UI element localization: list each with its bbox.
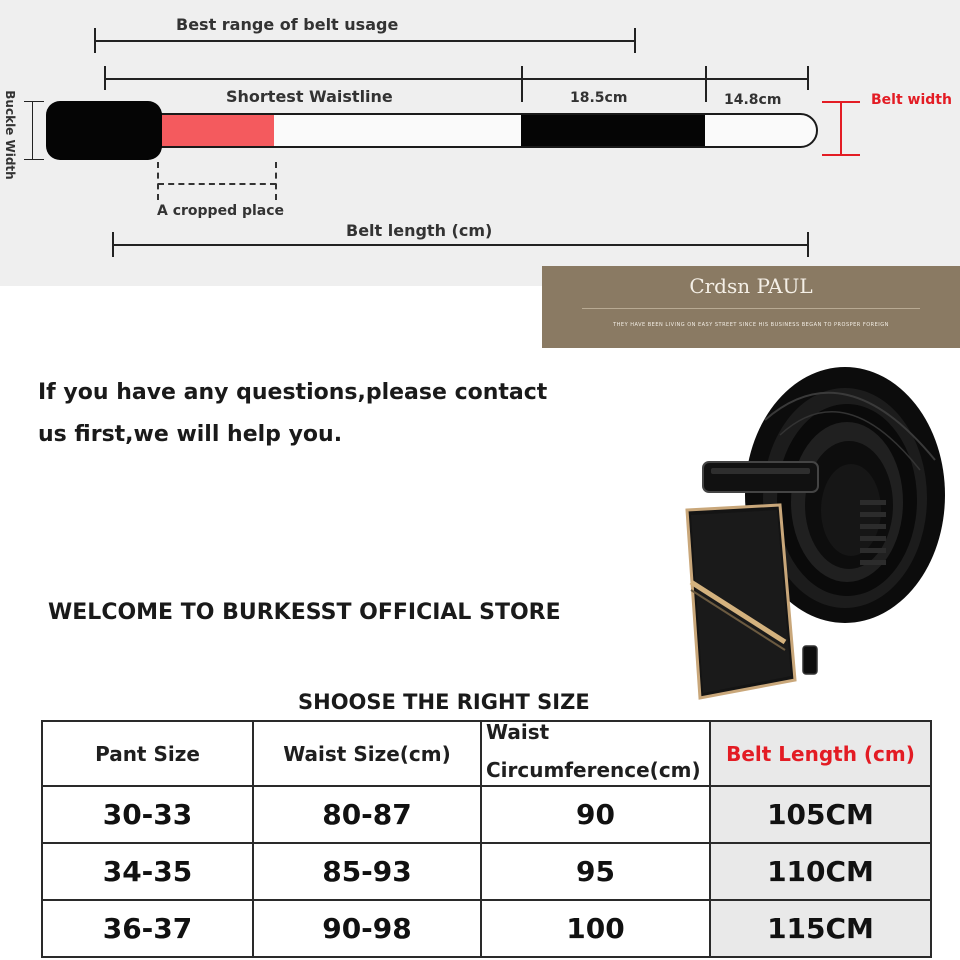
belt-product-photo bbox=[655, 350, 960, 710]
segment-14-8-label: 14.8cm bbox=[724, 92, 782, 108]
contact-line-2: us first,we will help you. bbox=[38, 422, 343, 447]
buckle-width-line bbox=[32, 101, 33, 159]
segment-dimension-line bbox=[105, 78, 809, 80]
cell-belt-length: 110CM bbox=[710, 843, 931, 900]
best-range-tick-right bbox=[634, 28, 636, 53]
best-range-label: Best range of belt usage bbox=[176, 15, 399, 34]
buckle-width-tick-top bbox=[24, 101, 44, 102]
belt-size-diagram bbox=[0, 0, 960, 286]
belt-length-line bbox=[113, 244, 809, 246]
brand-tagline: THEY HAVE BEEN LIVING ON EASY STREET SINCE HIS BUSINESS BEGAN TO PROSPER FOREIGN bbox=[613, 322, 889, 328]
belt-length-tick-right bbox=[807, 232, 809, 257]
contact-message bbox=[38, 372, 558, 456]
cropped-place-label: A cropped place bbox=[157, 203, 285, 219]
hole-section bbox=[521, 115, 705, 146]
contact-line-1: If you have any questions,please contact bbox=[38, 380, 548, 405]
buckle-illustration bbox=[46, 101, 162, 160]
size-table bbox=[41, 720, 932, 958]
table-row bbox=[42, 786, 931, 843]
header-circ-line-1: Waist bbox=[486, 721, 550, 744]
cell-belt-length: 105CM bbox=[710, 786, 931, 843]
size-table-title: SHOOSE THE RIGHT SIZE bbox=[298, 690, 590, 714]
cell-waist-circumference: 95 bbox=[481, 843, 710, 900]
cell-belt-length: 115CM bbox=[710, 900, 931, 957]
cell-waist-size: 80-87 bbox=[253, 786, 481, 843]
cell-pant-size: 30-33 bbox=[42, 786, 253, 843]
cell-waist-circumference: 90 bbox=[481, 786, 710, 843]
segment-tick-start bbox=[104, 66, 106, 90]
cell-waist-size: 90-98 bbox=[253, 900, 481, 957]
cropped-section bbox=[162, 115, 274, 146]
brand-banner bbox=[542, 266, 960, 348]
buckle-width-tick-bottom bbox=[24, 159, 44, 160]
welcome-message: WELCOME TO BURKESST OFFICIAL STORE bbox=[48, 600, 561, 625]
cropped-tick-left bbox=[157, 162, 159, 200]
brand-divider bbox=[582, 308, 920, 309]
header-waist-size: Waist Size(cm) bbox=[253, 721, 481, 786]
segment-tick-end bbox=[807, 66, 809, 90]
table-row bbox=[42, 900, 931, 957]
table-row bbox=[42, 843, 931, 900]
best-range-line bbox=[95, 40, 636, 42]
belt-width-line bbox=[840, 101, 842, 156]
brand-name: Crdsn PAUL bbox=[689, 274, 813, 298]
segment-tick-b bbox=[705, 66, 707, 102]
header-belt-length: Belt Length (cm) bbox=[710, 721, 931, 786]
buckle-width-label: Buckle Width bbox=[3, 89, 17, 180]
cell-pant-size: 36-37 bbox=[42, 900, 253, 957]
size-table-header-row bbox=[42, 721, 931, 786]
header-circ-line-2: Circumference(cm) bbox=[486, 758, 701, 782]
best-range-tick-left bbox=[94, 28, 96, 53]
belt-length-label: Belt length (cm) bbox=[346, 221, 493, 240]
belt-width-label: Belt width bbox=[871, 92, 952, 108]
cell-pant-size: 34-35 bbox=[42, 843, 253, 900]
cropped-dashed-line bbox=[158, 183, 276, 185]
belt-length-tick-left bbox=[112, 232, 114, 257]
segment-18-5-label: 18.5cm bbox=[570, 90, 628, 106]
cell-waist-size: 85-93 bbox=[253, 843, 481, 900]
segment-tick-a bbox=[521, 66, 523, 102]
cell-waist-circumference: 100 bbox=[481, 900, 710, 957]
cropped-tick-right bbox=[275, 162, 277, 200]
header-pant-size: Pant Size bbox=[42, 721, 253, 786]
header-waist-circumference bbox=[481, 721, 710, 786]
shortest-waistline-label: Shortest Waistline bbox=[226, 87, 393, 106]
